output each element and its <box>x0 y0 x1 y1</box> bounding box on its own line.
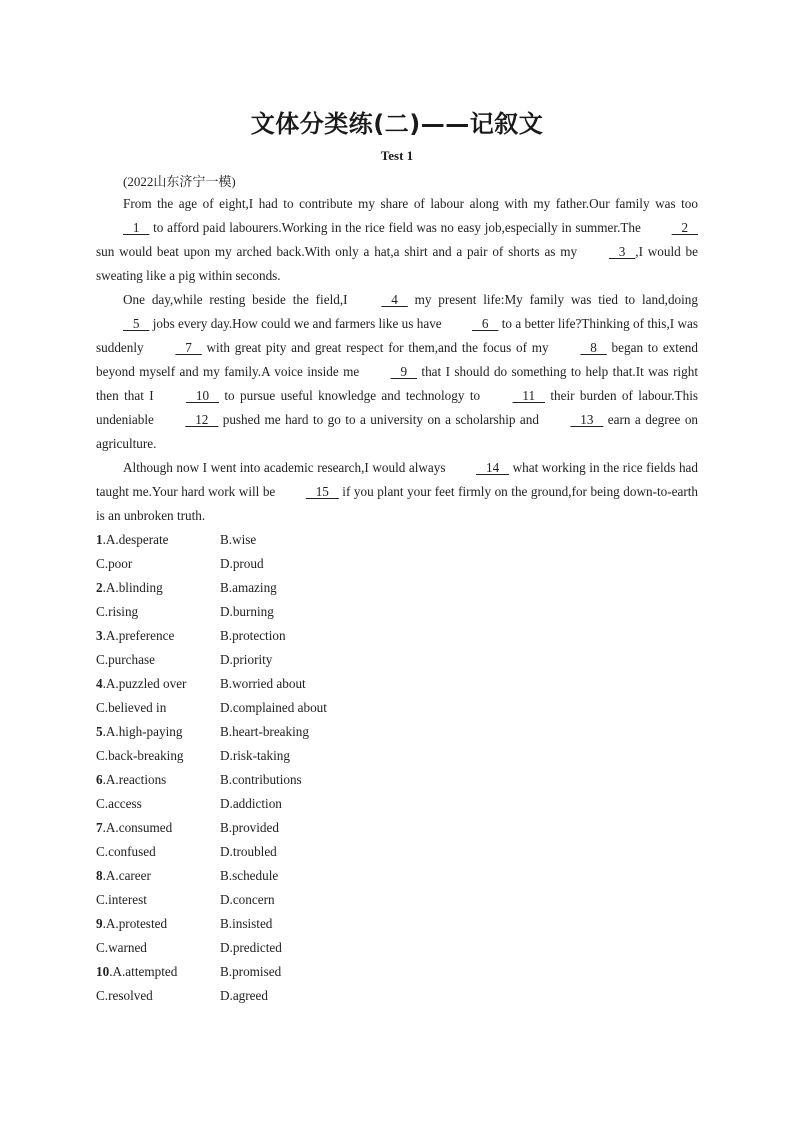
option-c: C.poor <box>96 556 133 571</box>
cloze-blank: 4 <box>381 292 408 307</box>
passage-text: pushed me hard to go to a university on a scholarship and <box>218 412 544 427</box>
question-row <box>96 984 696 1008</box>
page-title: 文体分类练(二)——记叙文 <box>250 110 544 138</box>
option-b: B.worried about <box>220 676 306 691</box>
option-a-text: .A.blinding <box>102 580 163 595</box>
cloze-blank: 1 <box>123 220 150 235</box>
option-d: D.risk-taking <box>220 748 290 763</box>
question-row <box>96 624 696 648</box>
question-number: 8 <box>96 868 103 883</box>
passage-text: to pursue useful knowledge and technology to <box>219 388 486 403</box>
option-a-text: .A.desperate <box>102 532 169 547</box>
question-number: 10 <box>96 964 110 979</box>
passage-text: Although now I went into academic research,I would always <box>123 460 450 475</box>
option-a-text: .A.preference <box>102 628 175 643</box>
passage-text: began to extend beyond myself and my family.A voice inside me <box>96 340 698 379</box>
question-row <box>96 792 696 816</box>
question-row <box>96 600 696 624</box>
question-row <box>96 840 696 864</box>
question-row <box>96 960 696 984</box>
cloze-blank: 9 <box>390 364 418 379</box>
option-d: D.addiction <box>220 796 282 811</box>
option-c: C.rising <box>96 604 139 619</box>
cloze-blank: 13 <box>570 412 604 427</box>
option-d: D.predicted <box>220 940 282 955</box>
option-a-text: .A.puzzled over <box>102 676 187 691</box>
passage-text: with great pity and great respect for them,and the focus of my <box>201 340 554 355</box>
option-b: B.heart-breaking <box>220 724 309 739</box>
cloze-blank: 6 <box>472 316 499 331</box>
passage-text: ,I would be sweating like a pig within seconds. <box>96 244 698 283</box>
option-a-text: .A.career <box>102 868 151 883</box>
cloze-blank: 12 <box>185 412 219 427</box>
option-c: C.purchase <box>96 652 155 667</box>
option-a-text: .A.protested <box>102 916 168 931</box>
question-row <box>96 936 696 960</box>
option-a <box>96 528 169 552</box>
question-row <box>96 864 696 888</box>
question-row <box>96 672 696 696</box>
cloze-blank: 7 <box>175 340 202 355</box>
passage <box>96 192 698 528</box>
passage-text: jobs every day.How could we and farmers like us have <box>149 316 446 331</box>
option-c: C.access <box>96 796 142 811</box>
question-row <box>96 888 696 912</box>
question-row <box>96 648 696 672</box>
passage-text: what working in the rice fields had taught me.Your hard work will be <box>96 460 699 499</box>
option-d: D.agreed <box>220 988 268 1003</box>
question-row <box>96 576 696 600</box>
question-row <box>96 696 696 720</box>
option-c: C.believed in <box>96 700 167 715</box>
cloze-blank: 11 <box>512 388 545 403</box>
option-c: C.interest <box>96 892 147 907</box>
question-row <box>96 744 696 768</box>
question-row <box>96 912 696 936</box>
option-b: B.schedule <box>220 868 279 883</box>
passage-text: their burden of labour.This undeniable <box>96 388 699 427</box>
cloze-blank: 3 <box>608 244 636 259</box>
option-b: B.provided <box>220 820 279 835</box>
option-a <box>96 816 172 840</box>
option-c: C.confused <box>96 844 156 859</box>
passage-text: to afford paid labourers.Working in the rice field was no easy job,especially in summer.The <box>149 220 645 235</box>
option-d: D.concern <box>220 892 275 907</box>
cloze-blank: 10 <box>186 388 219 403</box>
question-row <box>96 720 696 744</box>
option-a <box>96 720 182 744</box>
option-b: B.promised <box>220 964 282 979</box>
option-b: B.amazing <box>220 580 277 595</box>
option-c: C.resolved <box>96 988 153 1003</box>
question-number: 1 <box>96 532 103 547</box>
passage-text: One day,while resting beside the field,I <box>123 292 355 307</box>
passage-text: From the age of eight,I had to contribute my share of labour along with my father.Our family was too <box>123 196 698 211</box>
option-d: D.complained about <box>220 700 327 715</box>
question-number: 5 <box>96 724 103 739</box>
passage-paragraph <box>96 192 698 288</box>
passage-text: my present life:My family was tied to land,doing <box>407 292 698 307</box>
passage-paragraph <box>96 456 698 528</box>
cloze-blank: 8 <box>580 340 607 355</box>
option-a <box>96 768 166 792</box>
source-note: (2022山东济宁一模) <box>123 174 236 189</box>
option-d: D.priority <box>220 652 273 667</box>
test-label: Test 1 <box>380 148 414 163</box>
option-b: B.insisted <box>220 916 273 931</box>
option-a-text: .A.reactions <box>102 772 167 787</box>
question-number: 4 <box>96 676 103 691</box>
passage-text: if you plant your feet firmly on the ground,for being down-to-earth is an unbroken truth. <box>96 484 698 523</box>
option-b: B.protection <box>220 628 286 643</box>
question-row <box>96 552 696 576</box>
option-d: D.troubled <box>220 844 277 859</box>
cloze-blank: 2 <box>671 220 698 235</box>
option-a <box>96 960 177 984</box>
passage-paragraph <box>96 288 698 456</box>
question-number: 7 <box>96 820 103 835</box>
question-number: 2 <box>96 580 103 595</box>
option-c: C.back-breaking <box>96 748 184 763</box>
question-number: 9 <box>96 916 103 931</box>
cloze-blank: 15 <box>305 484 339 499</box>
option-a <box>96 912 167 936</box>
option-d: D.burning <box>220 604 274 619</box>
option-d: D.proud <box>220 556 264 571</box>
cloze-blank: 14 <box>476 460 510 475</box>
cloze-blank: 5 <box>123 316 150 331</box>
passage-text: earn a degree on agriculture. <box>96 412 699 451</box>
passage-text: sun would beat upon my arched back.With only a hat,a shirt and a pair of shorts as my <box>96 244 582 259</box>
option-a-text: .A.consumed <box>102 820 173 835</box>
question-number: 3 <box>96 628 103 643</box>
option-b: B.contributions <box>220 772 302 787</box>
passage-text: that I should do something to help that.It was right then that I <box>96 364 698 403</box>
option-a <box>96 864 151 888</box>
question-number: 6 <box>96 772 103 787</box>
question-options <box>96 528 696 1008</box>
option-a <box>96 672 186 696</box>
option-a <box>96 576 163 600</box>
question-row <box>96 768 696 792</box>
question-row <box>96 816 696 840</box>
question-row <box>96 528 696 552</box>
option-a-text: .A.high-paying <box>102 724 183 739</box>
option-a-text: .A.attempted <box>109 964 178 979</box>
option-a <box>96 624 174 648</box>
option-c: C.warned <box>96 940 147 955</box>
passage-text: to a better life?Thinking of this,I was suddenly <box>96 316 698 355</box>
option-b: B.wise <box>220 532 257 547</box>
